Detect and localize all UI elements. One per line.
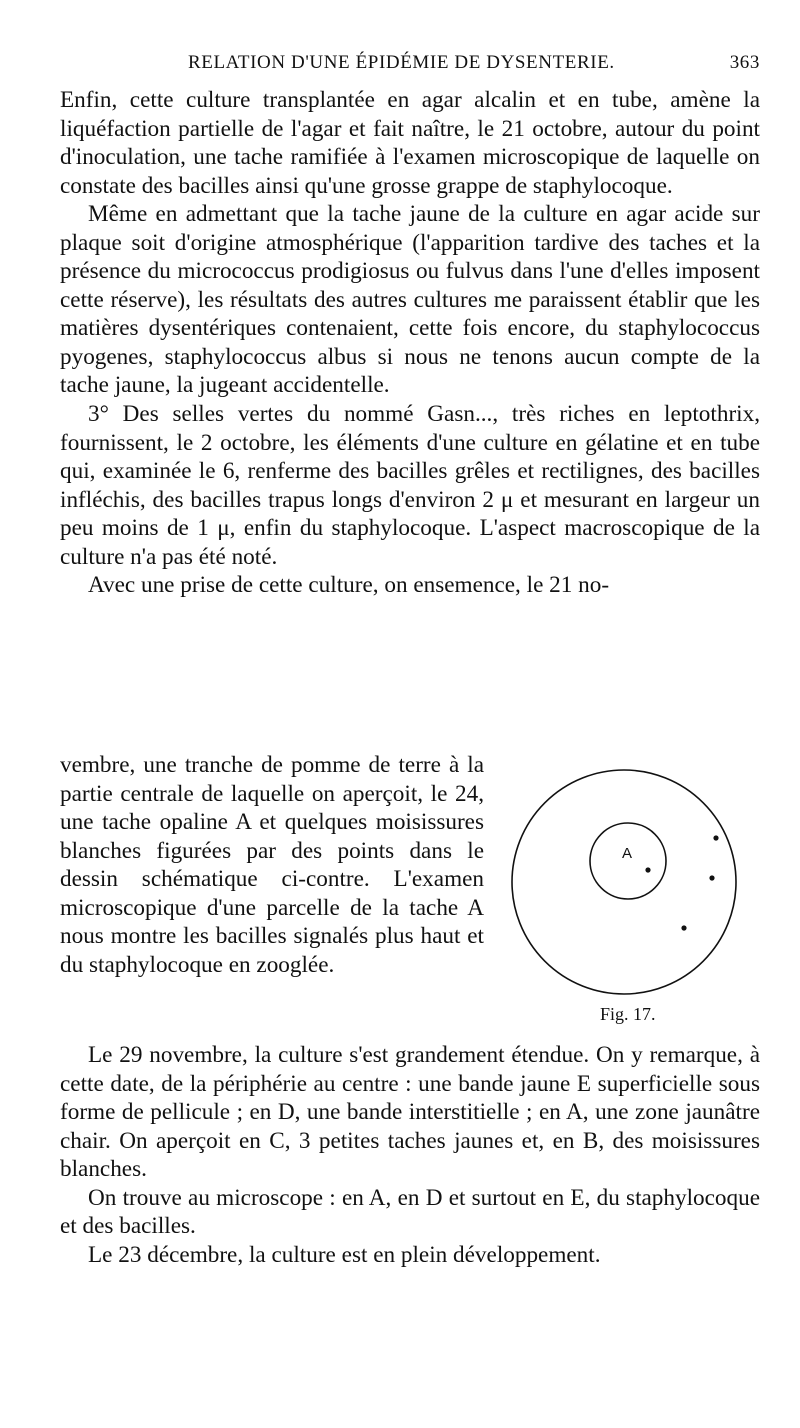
paragraph-1: Enfin, cette culture transplantée en agar alcalin et en tube, amène la liquéfaction partielle de l'agar et fait naître, le 21 octobre, autour du point d'inoculation, une tache ramifiée à l'examen microscopique de laquelle on constate des bacilles ainsi qu'une grosse grappe de staphylocoque. — [60, 87, 760, 199]
paragraph-2: Même en admettant que la tache jaune de la culture en agar acide sur plaque soit d'origine atmosphérique (l'apparition tardive des taches et la présence du micrococcus prodigiosus ou fulvus dans l'une d'elles imposent cette réserve), les résultats des autres cultures me paraissent établir que les matières dysentériques contenaient, cette fois encore, du staphylococcus pyogenes, staphylococcus albus si nous ne tenons aucun compte de la tache jaune, la jugeant accidentelle. — [60, 201, 760, 399]
figure-17 — [488, 760, 760, 1050]
body-text-bottom — [60, 1041, 760, 1269]
paragraph-4-wrapped: vembre, une tranche de pomme de terre à la partie centrale de laquelle on aperçoit, le 24, une tache opaline A et quelques moisissures blanches figurées par des points dans le dessin schématique ci-contre. L'examen microscopique d'une parcelle de la tache A nous montre les bacilles signalés plus haut et du staphylocoque en zooglée. — [60, 752, 484, 979]
paragraph-5: Le 29 novembre, la culture s'est grandement étendue. On y remarque, à cette date, de la périphérie au centre : une bande jaune E superficielle sous forme de pellicule ; en D, une bande interstitielle ; en A, une zone jaunâtre chair. On aperçoit en C, 3 petites taches jaunes et, en B, des moisissures blanches. — [60, 1042, 760, 1183]
running-header — [60, 52, 760, 82]
paragraph-3: 3° Des selles vertes du nommé Gasn..., très riches en leptothrix, fournissent, le 2 octobre, les éléments d'une culture en gélatine et en tube qui, examinée le 6, renferme des bacilles grêles et rectilignes, des bacilles infléchis, des bacilles trapus longs d'environ 2 μ et mesurant en largeur un peu moins de 1 μ, enfin du staphylocoque. L'aspect macroscopique de la culture n'a pas été noté. — [60, 401, 760, 570]
mold-point-3 — [709, 875, 714, 880]
mold-point-4 — [681, 925, 686, 930]
figure-caption: Fig. 17. — [600, 1004, 656, 1024]
tache-a-label: A — [622, 845, 633, 862]
running-title: RELATION D'UNE ÉPIDÉMIE DE DYSENTERIE. — [188, 52, 615, 73]
mold-point-2 — [713, 835, 718, 840]
paragraph-7: Le 23 décembre, la culture est en plein développement. — [88, 1241, 601, 1268]
culture-diagram — [488, 760, 760, 1004]
page-number: 363 — [729, 52, 760, 73]
paragraph-4-first-line: Avec une prise de cette culture, on ensemence, le 21 no- — [88, 572, 610, 599]
outer-circle — [512, 770, 736, 994]
mold-point-1 — [645, 867, 650, 872]
body-text-top — [60, 86, 760, 600]
paragraph-6: On trouve au microscope : en A, en D et surtout en E, du staphylocoque et des bacilles. — [60, 1184, 760, 1240]
body-text-wrapped — [60, 728, 484, 1003]
